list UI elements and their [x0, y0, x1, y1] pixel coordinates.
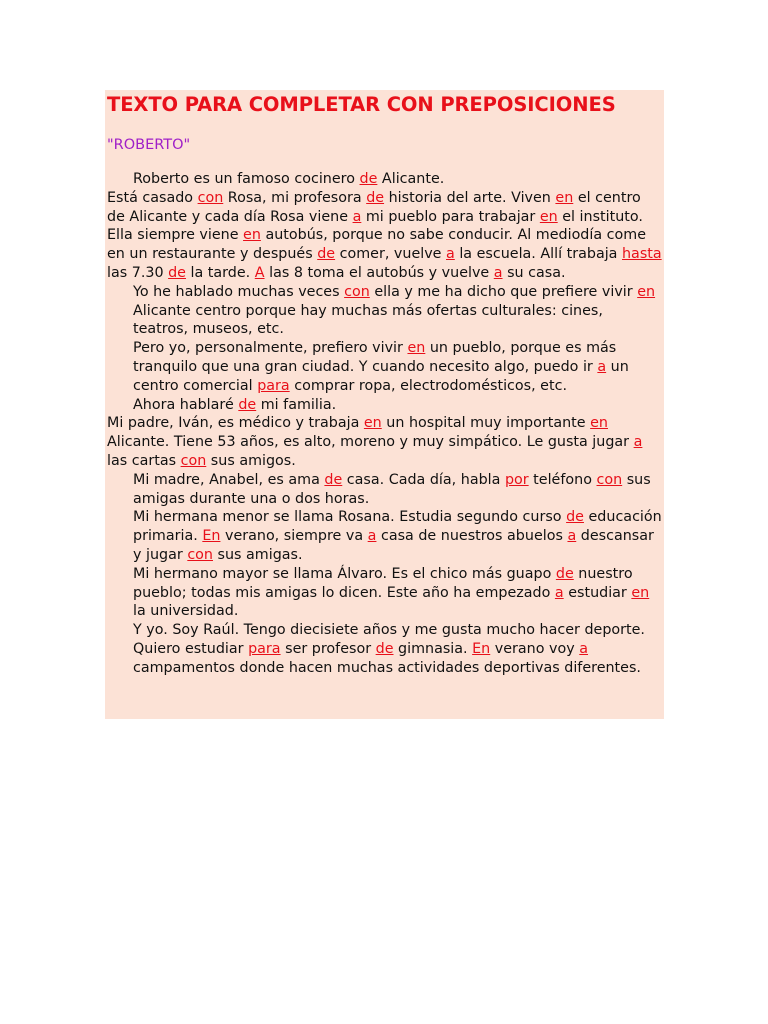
preposition-answer: para — [257, 377, 290, 394]
document-title: TEXTO PARA COMPLETAR CON PREPOSICIONES — [107, 93, 616, 116]
paragraph-text: Alicante. — [377, 171, 445, 187]
preposition-answer: para — [248, 640, 281, 657]
paragraph-text: historia del arte. Viven — [384, 189, 556, 206]
paragraph — [107, 170, 662, 189]
paragraph-text: mi familia. — [256, 396, 337, 413]
paragraph-text: el centro de Alicante y cada día Rosa viene — [107, 189, 641, 225]
preposition-answer: a — [597, 358, 607, 375]
paragraph — [107, 508, 662, 564]
paragraph-text: Mi hermano mayor se llama Álvaro. Es el chico más guapo — [133, 565, 556, 582]
paragraph-text: Mi padre, Iván, es médico y trabaja — [107, 415, 364, 432]
paragraph-text: Mi madre, Anabel, es ama — [133, 471, 325, 488]
preposition-answer: con — [180, 452, 207, 469]
preposition-answer: en — [590, 415, 608, 432]
paragraph-text: las 8 toma el autobús y vuelve — [264, 264, 494, 281]
preposition-answer: en — [631, 584, 650, 601]
story-subtitle: "ROBERTO" — [107, 137, 191, 153]
preposition-answer: a — [493, 264, 503, 281]
preposition-answer: con — [344, 283, 370, 300]
paragraph-text: verano, siempre va — [220, 528, 368, 545]
paragraph — [107, 396, 662, 415]
preposition-answer: de — [359, 171, 378, 187]
paragraph-text: comer, vuelve — [335, 246, 447, 263]
preposition-answer: a — [579, 640, 589, 657]
paragraph — [107, 283, 662, 339]
preposition-answer: con — [187, 546, 213, 563]
paragraph-text: Alicante centro porque hay muchas más ofertas culturales: cines, teatros, museos, etc. — [133, 302, 603, 338]
preposition-answer: en — [407, 340, 426, 357]
paragraph-text: Rosa, mi profesora — [223, 189, 367, 206]
paragraph-text: Ahora hablaré — [133, 396, 239, 413]
paragraph-text: teléfono — [528, 471, 597, 488]
paragraph-text: ser profesor — [280, 640, 376, 657]
paragraph-text: Y yo. Soy Raúl. Tengo diecisiete años y me gusta mucho hacer deporte. Quiero estudiar — [133, 622, 645, 657]
paragraph-text: la universidad. — [133, 603, 239, 620]
preposition-answer: de — [317, 246, 336, 263]
preposition-answer: de — [238, 396, 257, 413]
paragraph-text: ella y me ha dicho que prefiere vivir — [369, 283, 638, 300]
paragraph-text: las cartas — [107, 452, 181, 469]
paragraph — [107, 189, 662, 283]
preposition-answer: A — [254, 264, 265, 281]
preposition-answer: en — [243, 227, 261, 244]
paragraph-text: la escuela. Allí trabaja — [454, 246, 622, 263]
preposition-answer: En — [202, 528, 221, 545]
paragraph-text: un centro comercial — [133, 358, 629, 394]
preposition-answer: con — [596, 471, 623, 488]
paragraph-text: sus amigos. — [206, 452, 296, 469]
paragraph-text: Pero yo, personalmente, prefiero vivir — [133, 340, 408, 357]
document-page — [105, 90, 664, 719]
paragraph-text: estudiar — [563, 584, 632, 601]
paragraph — [107, 565, 662, 621]
paragraph-text: educación primaria. — [133, 509, 662, 545]
preposition-answer: de — [366, 189, 385, 206]
preposition-answer: de — [566, 509, 584, 526]
preposition-answer: en — [539, 208, 558, 225]
paragraph — [107, 471, 662, 509]
preposition-answer: a — [367, 528, 377, 545]
preposition-answer: de — [555, 565, 574, 582]
story-body — [107, 170, 662, 678]
preposition-answer: de — [168, 264, 186, 281]
paragraph-text: el instituto. Ella siempre viene — [107, 208, 643, 244]
preposition-answer: de — [324, 471, 343, 488]
paragraph-text: casa. Cada día, habla — [342, 471, 505, 488]
paragraph — [107, 339, 662, 395]
paragraph-text: Mi hermana menor se llama Rosana. Estudia segundo curso — [133, 509, 567, 526]
paragraph-text: su casa. — [502, 264, 566, 281]
preposition-answer: con — [197, 189, 224, 206]
paragraph-text: Roberto es un famoso cocinero — [133, 171, 360, 187]
preposition-answer: hasta — [622, 246, 662, 263]
paragraph-text: Alicante. Tiene 53 años, es alto, moreno y muy simpático. Le gusta jugar — [107, 434, 634, 451]
paragraph-text: sus amigas durante una o dos horas. — [133, 471, 651, 507]
preposition-answer: a — [352, 208, 362, 225]
paragraph-text: descansar y jugar — [133, 528, 654, 563]
paragraph-text: gimnasia. — [393, 640, 473, 657]
paragraph — [107, 414, 662, 470]
preposition-answer: a — [633, 434, 643, 451]
paragraph-text: campamentos donde hacen muchas actividades deportivas diferentes. — [133, 659, 641, 676]
paragraph-text: comprar ropa, electrodomésticos, etc. — [289, 377, 567, 394]
preposition-answer: de — [375, 640, 394, 657]
preposition-answer: a — [446, 246, 455, 263]
paragraph-text: nuestro pueblo; todas mis amigas lo dicen. Este año ha empezado — [133, 565, 633, 601]
preposition-answer: en — [363, 415, 382, 432]
paragraph-text: un hospital muy importante — [381, 415, 591, 432]
preposition-answer: a — [554, 584, 564, 601]
paragraph-text: sus amigas. — [212, 546, 303, 563]
preposition-answer: En — [472, 640, 491, 657]
preposition-answer: por — [504, 471, 529, 488]
paragraph-text: la tarde. — [185, 264, 255, 281]
paragraph-text: las 7.30 — [107, 264, 169, 281]
paragraph-text: Está casado — [107, 189, 198, 206]
paragraph-text: mi pueblo para trabajar — [361, 208, 540, 225]
preposition-answer: en — [555, 189, 574, 206]
paragraph — [107, 621, 662, 677]
paragraph-text: verano voy — [490, 640, 580, 657]
paragraph-text: autobús, porque no sabe conducir. Al mediodía come en un restaurante y después — [107, 227, 646, 263]
paragraph-text: Yo he hablado muchas veces — [133, 283, 345, 300]
paragraph-text: un pueblo, porque es más tranquilo que una gran ciudad. Y cuando necesito algo, puedo ir — [133, 340, 617, 375]
preposition-answer: en — [637, 283, 656, 300]
paragraph-text: casa de nuestros abuelos — [376, 528, 568, 545]
preposition-answer: a — [567, 528, 577, 545]
